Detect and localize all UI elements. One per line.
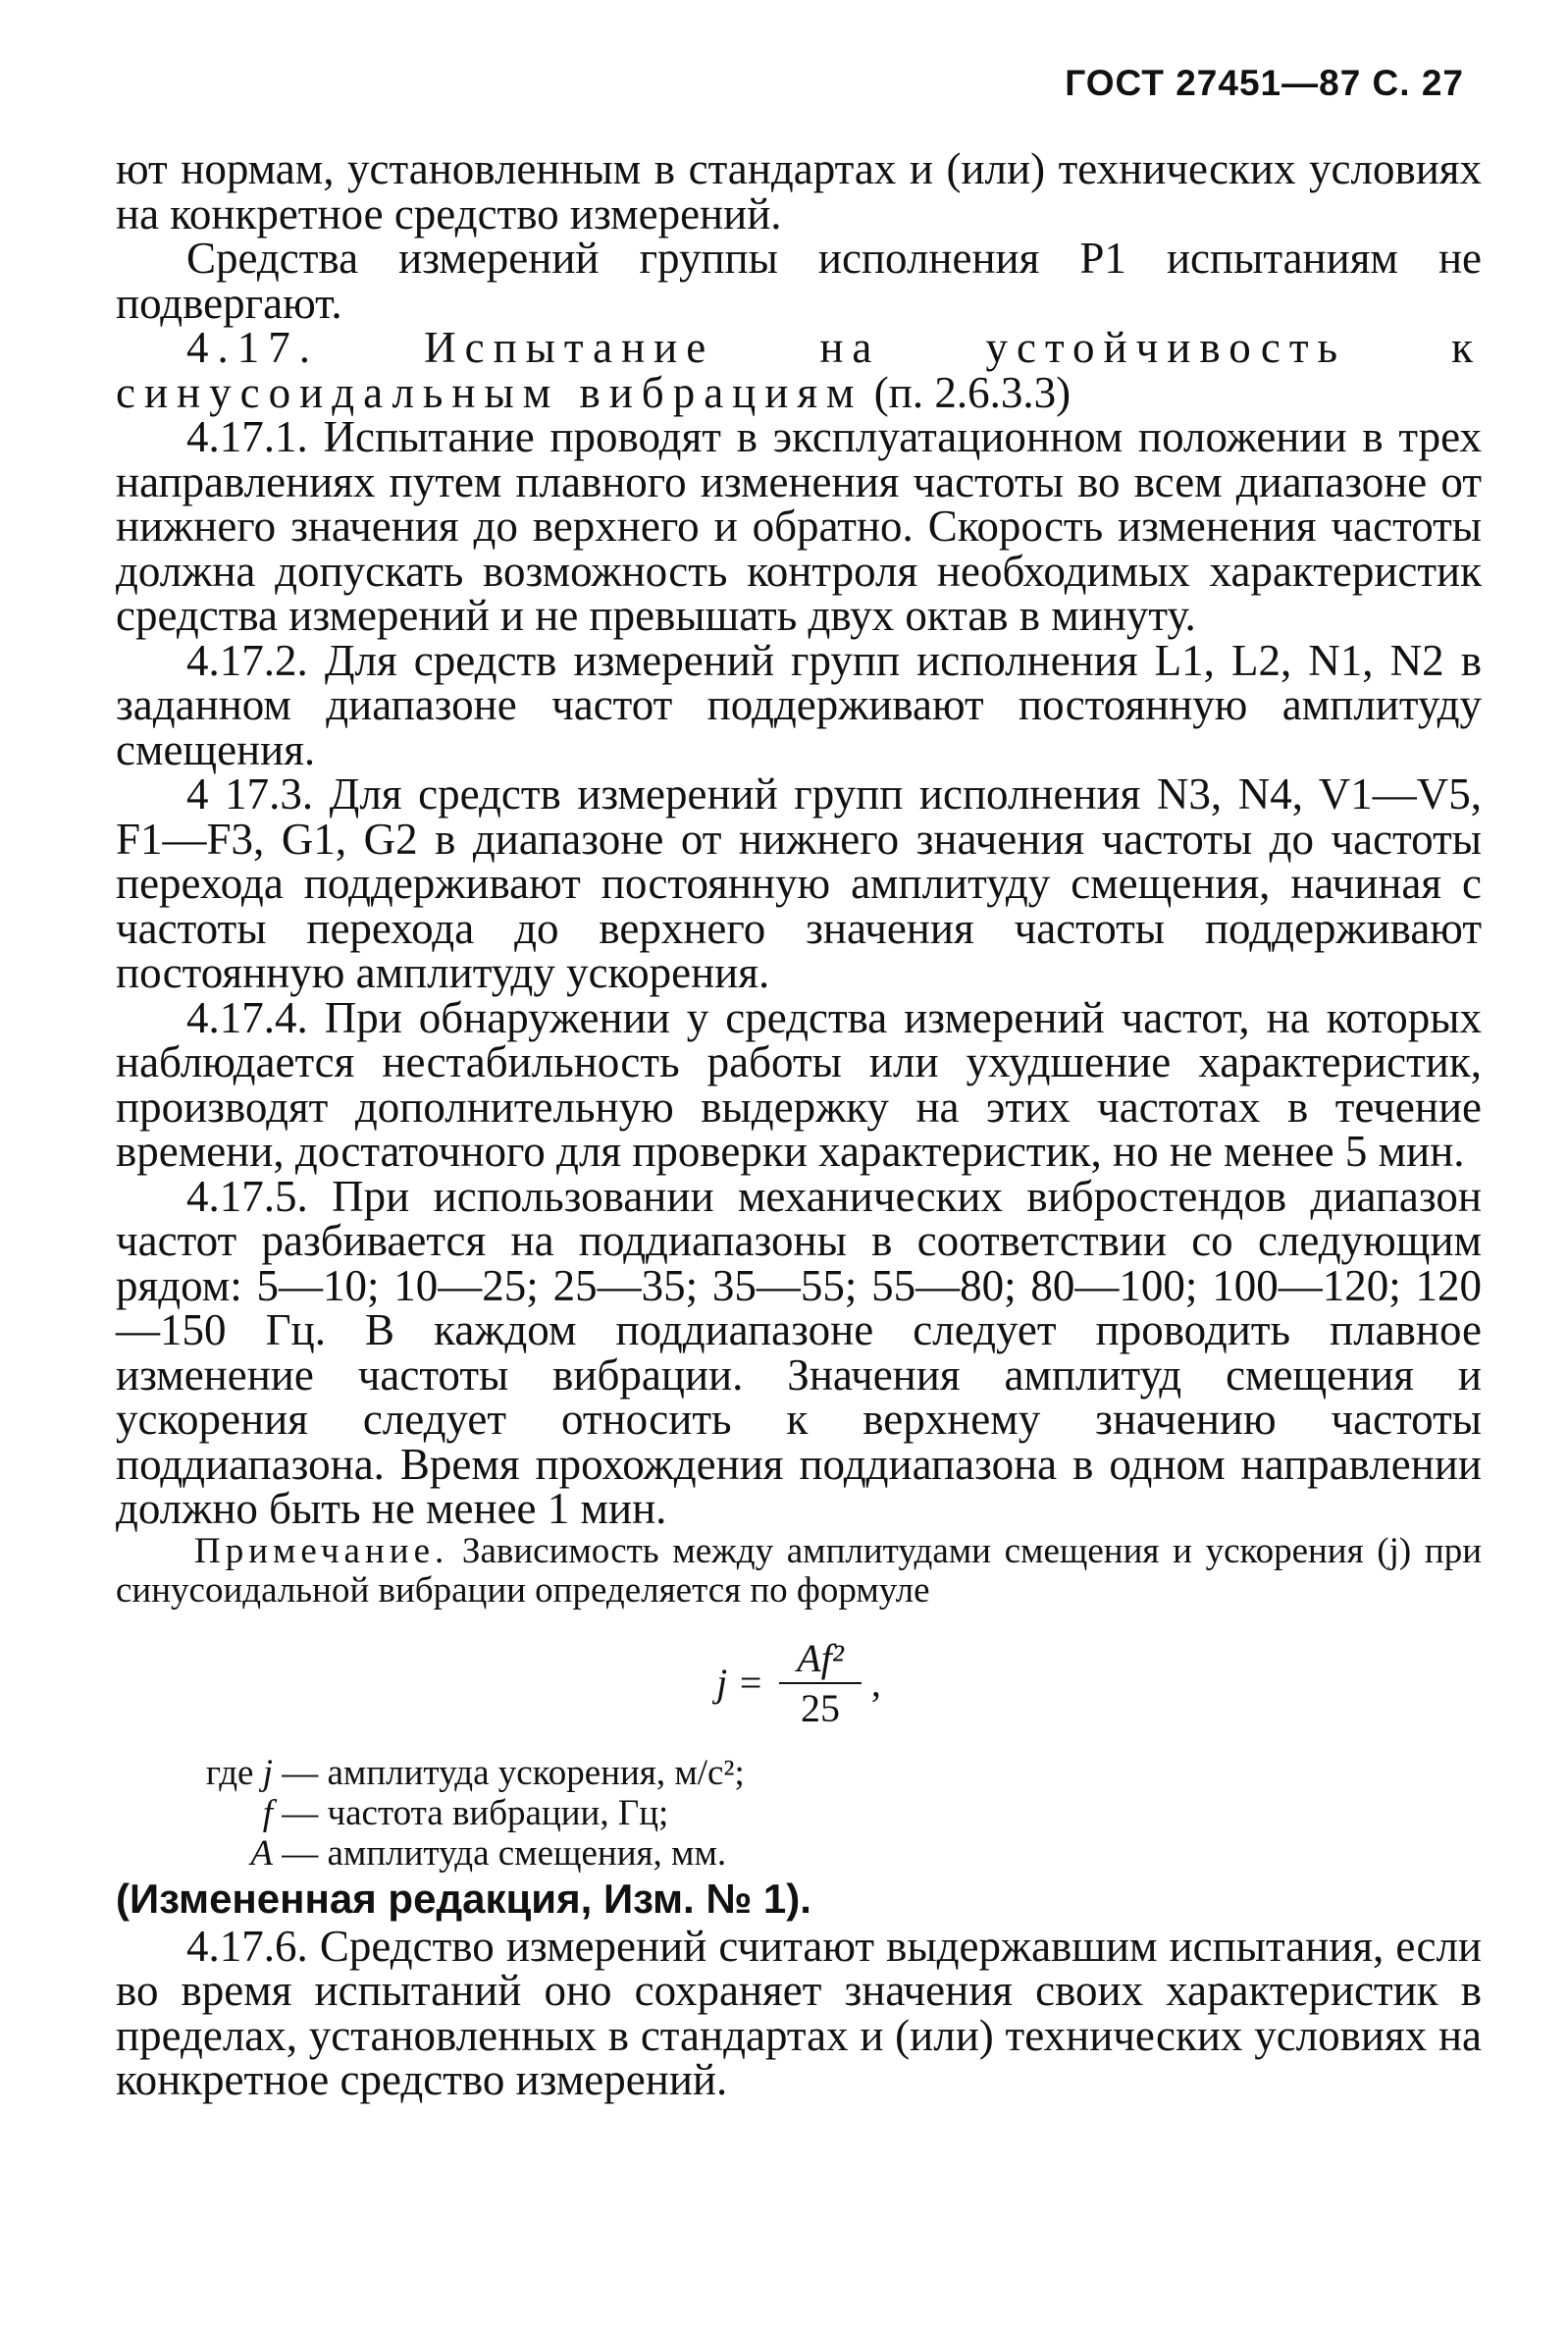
legend-row: [157, 1833, 1482, 1874]
section-heading-4-17: [116, 323, 1482, 417]
legend-text: — частота вибрации, Гц;: [282, 1792, 669, 1833]
legend-symbol: j: [262, 1752, 273, 1793]
paragraph-p1-group: Средства измерений группы исполнения Р1 испытаниям не подвергают.: [116, 234, 1482, 328]
paragraph-4-17-4: 4.17.4. При обнаружении у средства измерений частот, на которых наблюдается нестабильность работы или ухудшение характеристик, производят дополнительную выдержку на этих частотах в течение времени, достаточного для проверки характеристик, но не менее 5 мин.: [116, 992, 1482, 1176]
legend-symbol: A: [250, 1832, 273, 1874]
paragraph-4-17-6: 4.17.6. Средство измерений считают выдержавшим испытания, если во время испытаний оно сохраняет значения своих характеристик в пределах, установленных в стандартах и (или) технических условиях на конкретное средство измерений.: [116, 1921, 1482, 2104]
legend-symbol: f: [262, 1792, 273, 1833]
paragraph-continuation: ют нормам, установленным в стандартах и (или) технических условиях на конкретное средство измерений.: [116, 144, 1482, 238]
legend-prefix: где: [205, 1752, 254, 1793]
paragraph-4-17-1: 4.17.1. Испытание проводят в эксплуатационном положении в трех направлениях путем плавного изменения частоты во всем диапазоне от нижнего значения до верхнего и обратно. Скорость изменения частоты должна допускать возможность контроля необходимых характеристик средства измерений и не превышать двух октав в минуту.: [116, 412, 1482, 640]
formula-fraction: [779, 1636, 862, 1731]
formula-denominator: 25: [801, 1686, 841, 1730]
paragraph-4-17-3: 4 17.3. Для средств измерений групп исполнения N3, N4, V1—V5, F1—F3, G1, G2 в диапазоне от нижнего значения частоты до частоты перехода поддерживают постоянную амплитуду смещения, начиная с частоты перехода до верхнего значения частоты поддерживают постоянную амплитуду ускорения.: [116, 769, 1482, 997]
amendment-note: (Измененная редакция, Изм. № 1).: [116, 1875, 811, 1922]
legend-row: [157, 1753, 1482, 1793]
formula-suffix: ,: [870, 1661, 881, 1706]
legend-row: [157, 1793, 1482, 1833]
note-label: Примечание.: [194, 1530, 449, 1571]
page-header: ГОСТ 27451—87 С. 27: [1065, 63, 1464, 103]
legend-text: — амплитуда смещения, мм.: [282, 1832, 727, 1874]
paragraph-4-17-5: 4.17.5. При использовании механических вибростендов диапазон частот разбивается на поддиапазоны в соответствии со следующим рядом: 5—10; 10—25; 25—35; 35—55; 55—80; 80—100; 100—120; 120—150 Гц. В каждом поддиапазоне следует проводить плавное изменение частоты вибрации. Значения амплитуд смещения и ускорения следует относить к верхнему значению частоты поддиапазона. Время прохождения поддиапазона в одном направлении должно быть не менее 1 мин.: [116, 1171, 1482, 1533]
legend-text: — амплитуда ускорения, м/с²;: [282, 1752, 745, 1793]
note-text: Зависимость между амплитудами смещения и ускорения (j) при синусоидальной вибрации определяется по формуле: [116, 1530, 1482, 1611]
formula-legend: [157, 1753, 1482, 1874]
note: [116, 1532, 1482, 1611]
formula-lhs: j =: [716, 1661, 764, 1706]
section-title: 4.17. Испытание на устойчивость к синусоидальным вибрациям: [116, 323, 1482, 417]
document-body: [116, 144, 1482, 2104]
section-reference: (п. 2.6.3.3): [873, 367, 1071, 417]
formula: [116, 1636, 1482, 1731]
paragraph-4-17-2: 4.17.2. Для средств измерений групп исполнения L1, L2, N1, N2 в заданном диапазоне частот поддерживают постоянную амплитуду смещения.: [116, 635, 1482, 774]
formula-numerator: Af²: [779, 1636, 862, 1685]
